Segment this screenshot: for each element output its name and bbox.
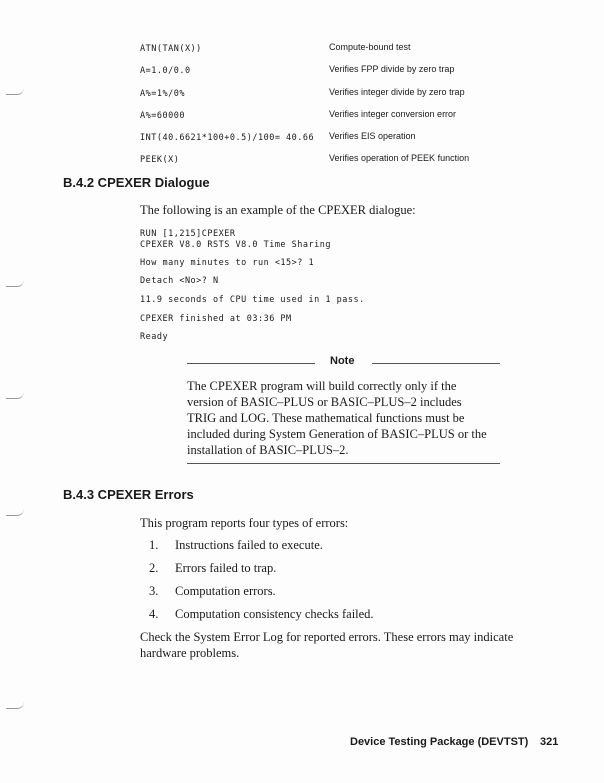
code: ATN(TAN(X)) [140, 44, 202, 54]
scan-mark [6, 280, 24, 287]
section-heading: B.4.3 CPEXER Errors [63, 487, 194, 502]
paragraph: Check the System Error Log for reported errors. These errors may indicate hardware problems. [140, 630, 514, 660]
list-number: 3. [149, 584, 159, 598]
divider [372, 363, 500, 364]
section-heading: B.4.2 CPEXER Dialogue [63, 175, 210, 190]
scan-mark [6, 509, 24, 516]
code: A%=60000 [140, 111, 185, 121]
description: Verifies integer conversion error [329, 109, 457, 119]
list-number: 2. [149, 561, 159, 575]
note-title: Note [330, 355, 355, 367]
code: INT(40.6621*100+0.5)/100= 40.66 [140, 133, 315, 143]
dialogue-line: How many minutes to run <15>? 1 [140, 258, 315, 268]
divider [187, 463, 500, 464]
description: Verifies operation of PEEK function [329, 153, 470, 163]
paragraph: This program reports four types of errors: [140, 516, 349, 530]
footer-title: Device Testing Package (DEVTST) [350, 736, 529, 748]
dialogue-line: Ready [140, 332, 169, 342]
list-item: Errors failed to trap. [175, 561, 277, 575]
scan-mark [6, 392, 24, 399]
dialogue-line: Detach <No>? N [140, 276, 219, 286]
description: Verifies integer divide by zero trap [329, 87, 465, 97]
scan-mark [6, 88, 24, 95]
list-number: 4. [149, 607, 159, 621]
list-item: Computation consistency checks failed. [175, 607, 374, 621]
list-item: Instructions failed to execute. [175, 538, 323, 552]
note-text: The CPEXER program will build correctly only if the version of BASIC–PLUS or BASIC–PLUS–2 includes TRIG and LOG. These mathematical functions must be included during System Generation of BASIC–PLUS or the installation of BASIC–PLUS–2. [187, 379, 487, 457]
dialogue-line: CPEXER finished at 03:36 PM [140, 314, 292, 324]
divider [187, 363, 315, 364]
scan-mark [6, 702, 24, 709]
page-number: 321 [540, 736, 559, 748]
description: Verifies EIS operation [329, 131, 416, 141]
list-item: Computation errors. [175, 584, 276, 598]
dialogue-line: 11.9 seconds of CPU time used in 1 pass. [140, 295, 365, 305]
paragraph: The following is an example of the CPEXER dialogue: [140, 203, 416, 217]
description: Compute-bound test [329, 42, 411, 52]
list-number: 1. [149, 538, 159, 552]
dialogue-line: CPEXER V8.0 RSTS V8.0 Time Sharing [140, 240, 331, 250]
code: A=1.0/0.0 [140, 66, 191, 76]
description: Verifies FPP divide by zero trap [329, 64, 455, 74]
code: PEEK(X) [140, 155, 180, 165]
dialogue-line: RUN [1,215]CPEXER [140, 229, 236, 239]
code: A%=1%/0% [140, 89, 185, 99]
